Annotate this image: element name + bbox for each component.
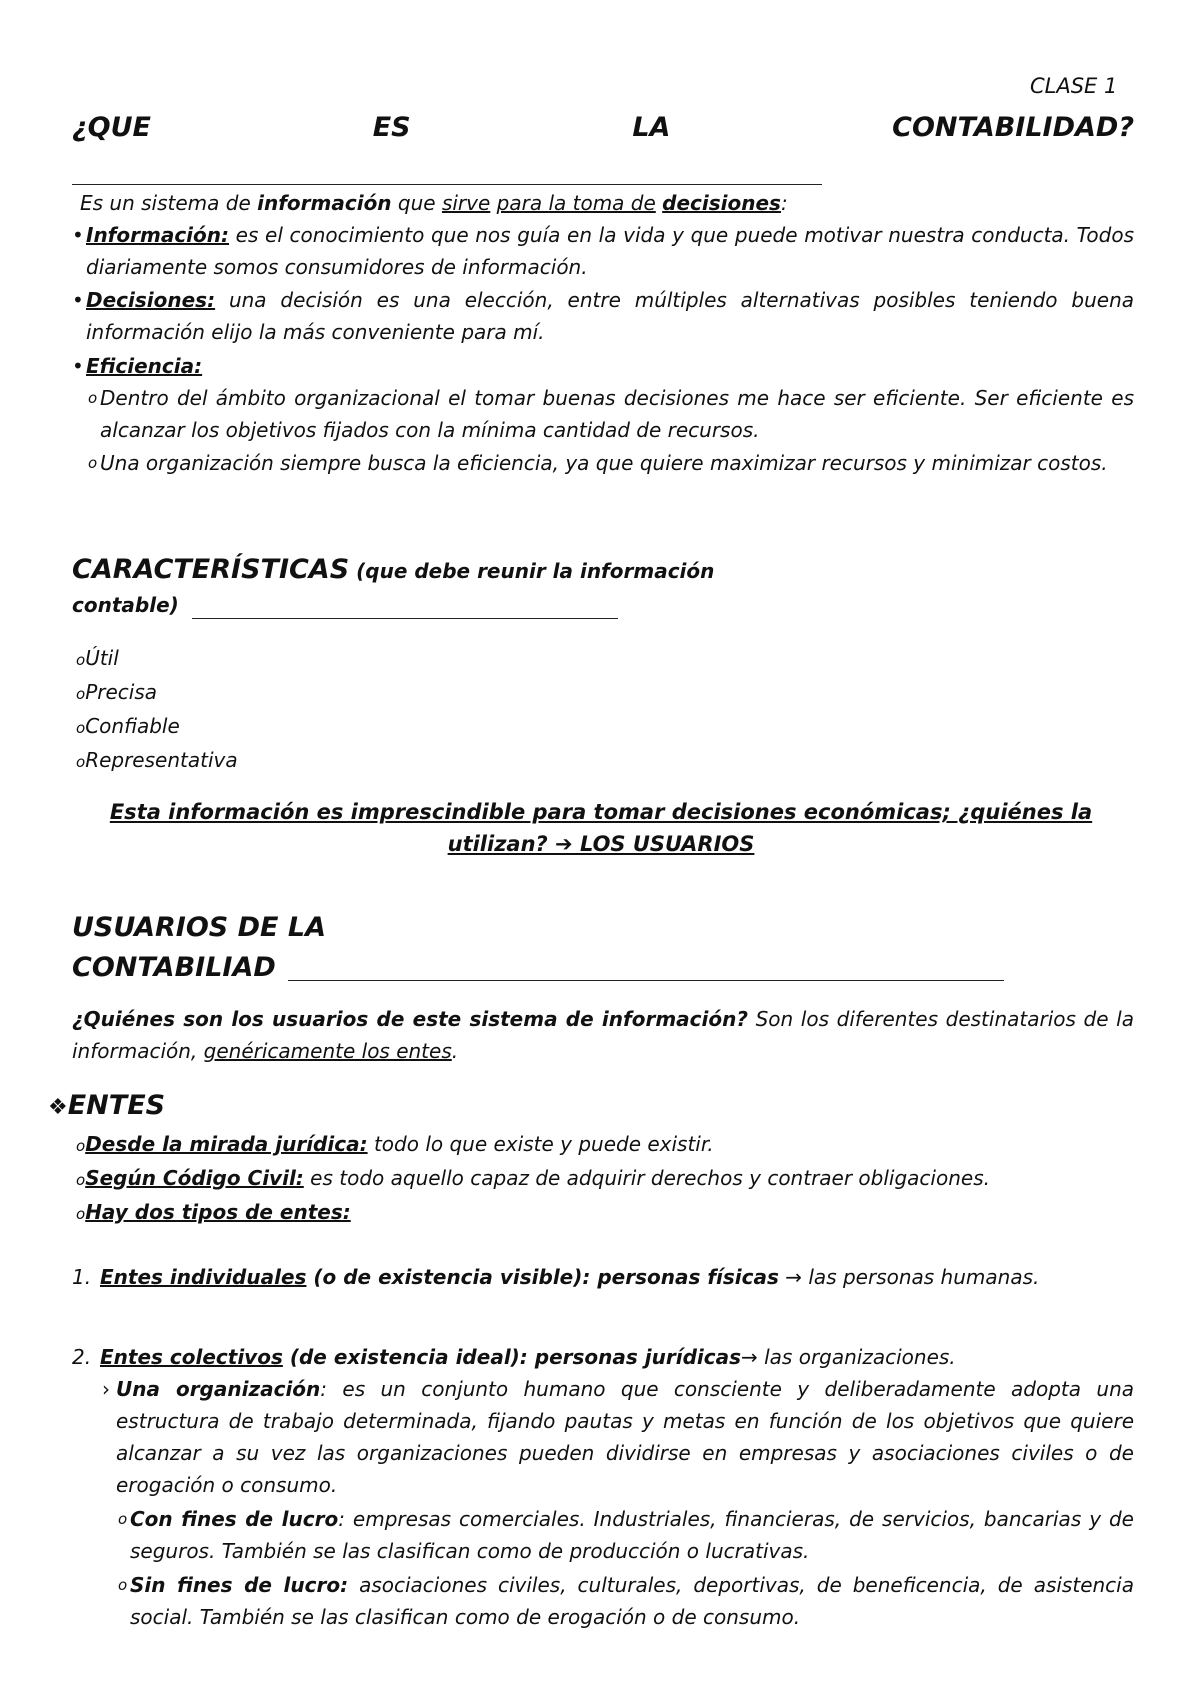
- numbered-index-1: 1.: [72, 1265, 92, 1289]
- entes-item-label: Desde la mirada jurídica:: [85, 1132, 368, 1156]
- numbered-item-text: → las organizaciones.: [741, 1345, 956, 1369]
- bullet-dot: •: [72, 288, 84, 312]
- numbered-item-text: → las personas humanas.: [778, 1265, 1040, 1289]
- bullet-label: Decisiones:: [86, 288, 216, 312]
- numbered-item-bold: (o de existencia visible): personas físicas: [306, 1265, 779, 1289]
- entes-item-label: Hay dos tipos de entes:: [85, 1200, 351, 1224]
- numbered-item-bold: (de existencia ideal): personas jurídicas: [282, 1345, 741, 1369]
- entes-item-1: oDesde la mirada jurídica: todo lo que existe y puede existir.: [76, 1132, 714, 1156]
- numbered-item-underline: Entes individuales: [100, 1265, 307, 1289]
- caracteristicas-rule: [192, 618, 618, 619]
- bullet-informacion: [86, 219, 1134, 283]
- bullet-dot: •: [72, 354, 84, 378]
- con-fines-paragraph: [130, 1503, 1134, 1567]
- caract-item-text: Útil: [85, 646, 119, 670]
- entes-item-2: oSegún Código Civil: es todo aquello capaz de adquirir derechos y contraer obligaciones.: [76, 1166, 990, 1190]
- usuarios-question-bold: ¿Quiénes son los usuarios de este sistema de información?: [72, 1007, 748, 1031]
- sin-fines-label: Sin fines de lucro:: [130, 1573, 349, 1597]
- intro-line: [80, 187, 788, 219]
- numbered-index-2: 2.: [72, 1345, 92, 1369]
- bullet-eficiencia: [86, 350, 202, 382]
- entes-item-label: Según Código Civil:: [85, 1166, 304, 1190]
- bullet-label: Información:: [86, 223, 230, 247]
- title-word-3: LA: [632, 112, 671, 143]
- organizacion-label: Una organización: [116, 1377, 321, 1401]
- usuarios-title-1: USUARIOS DE LA: [72, 912, 326, 943]
- entes-item-3: oHay dos tipos de entes:: [76, 1200, 351, 1224]
- caract-item: oConfiable: [76, 714, 180, 738]
- con-fines-label: Con fines de lucro: [130, 1507, 339, 1531]
- usuarios-rule: [288, 980, 1004, 981]
- organizacion-text: : es un conjunto humano que consciente y deliberadamente adopta una estructura de trabajo determinada, fijando pautas y metas en función de los objetivos que quiere alcanzar a su vez las organizaciones pueden dividirse en empresas y asociaciones civiles o de erogación o consumo.: [116, 1377, 1134, 1497]
- title-word-1: ¿QUE: [72, 112, 151, 143]
- usuarios-question-underline: genéricamente los entes: [203, 1039, 452, 1063]
- title-word-2: ES: [372, 112, 411, 143]
- intro-bold-info: información: [257, 191, 392, 215]
- usuarios-question: [72, 1003, 1134, 1067]
- entes-title: ENTES: [67, 1090, 166, 1121]
- title-word-4: CONTABILIDAD?: [892, 112, 1134, 143]
- numbered-item-2: [100, 1341, 956, 1373]
- bullet-dot: •: [72, 223, 84, 247]
- sub-bullet-marker: o: [118, 1510, 128, 1528]
- bullet-label: Eficiencia:: [86, 354, 203, 378]
- intro-text: :: [780, 191, 788, 215]
- sub-bullet-marker: o: [88, 454, 98, 472]
- numbered-item-1: [100, 1261, 1134, 1293]
- entes-item-text: todo lo que existe y puede existir.: [367, 1132, 714, 1156]
- caracteristicas-subtitle-2: contable): [72, 593, 179, 617]
- bullet-text: es el conocimiento que nos guía en la vida y que puede motivar nuestra conducta. Todos diariamente somos consumidores de información.: [86, 223, 1134, 279]
- caract-item: oÚtil: [76, 646, 119, 670]
- bullet-text: una decisión es una elección, entre múltiples alternativas posibles teniendo buena información elijo la más conveniente para mí.: [86, 288, 1134, 344]
- class-label: CLASE 1: [1030, 74, 1118, 98]
- bullet-decisiones: [86, 284, 1134, 348]
- intro-text: Es un sistema de: [80, 191, 258, 215]
- eficiencia-sub-2: Una organización siempre busca la eficiencia, ya que quiere maximizar recursos y minimizar costos.: [100, 451, 1108, 475]
- sin-fines-text: asociaciones civiles, culturales, deportivas, de beneficencia, de asistencia social. También se las clasifican como de erogación o de consumo.: [130, 1573, 1134, 1629]
- numbered-item-underline: Entes colectivos: [100, 1345, 283, 1369]
- sub-bullet-marker: o: [88, 389, 98, 407]
- entes-heading: [48, 1086, 165, 1129]
- chevron-right-icon: ›: [102, 1377, 110, 1401]
- intro-underline: sirve: [441, 191, 491, 215]
- con-fines-text: : empresas comerciales. Industriales, financieras, de servicios, bancarias y de seguros. También se las clasifican como de producción o lucrativas.: [130, 1507, 1134, 1563]
- caracteristicas-title: CARACTERÍSTICAS: [72, 554, 350, 585]
- usuarios-question-text: Son los diferentes destinatarios de la información,: [72, 1007, 1134, 1063]
- caracteristicas-subtitle: (que debe reunir la información: [349, 559, 715, 583]
- sin-fines-paragraph: [130, 1569, 1134, 1633]
- intro-bold-decisiones: decisiones: [662, 191, 781, 215]
- caract-item-text: Precisa: [85, 680, 158, 704]
- caract-item-text: Confiable: [85, 714, 180, 738]
- title-rule: [72, 184, 822, 185]
- statement-line-2: utilizan? ➔ LOS USUARIOS: [447, 832, 755, 856]
- usuarios-title-2: CONTABILIAD: [72, 952, 276, 983]
- eficiencia-sub-1: Dentro del ámbito organizacional el tomar buenas decisiones me hace ser eficiente. Ser eficiente es alcanzar los objetivos fijados con la mínima cantidad de recursos.: [100, 386, 1134, 442]
- caract-item: oRepresentativa: [76, 748, 238, 772]
- statement-line-1: Esta información es imprescindible para tomar decisiones económicas; ¿quiénes la: [109, 800, 1093, 824]
- diamond-bullet-icon: ❖: [48, 1095, 68, 1120]
- caract-item-text: Representativa: [85, 748, 238, 772]
- page-title: [72, 112, 1134, 143]
- caracteristicas-heading: [72, 552, 714, 591]
- intro-underline: para la toma de: [496, 191, 656, 215]
- organizacion-paragraph: [116, 1373, 1134, 1501]
- sub-bullet-marker: o: [118, 1576, 128, 1594]
- caract-item: oPrecisa: [76, 680, 158, 704]
- intro-text: que: [391, 191, 442, 215]
- usuarios-question-end: .: [451, 1039, 459, 1063]
- entes-item-text: es todo aquello capaz de adquirir derechos y contraer obligaciones.: [303, 1166, 990, 1190]
